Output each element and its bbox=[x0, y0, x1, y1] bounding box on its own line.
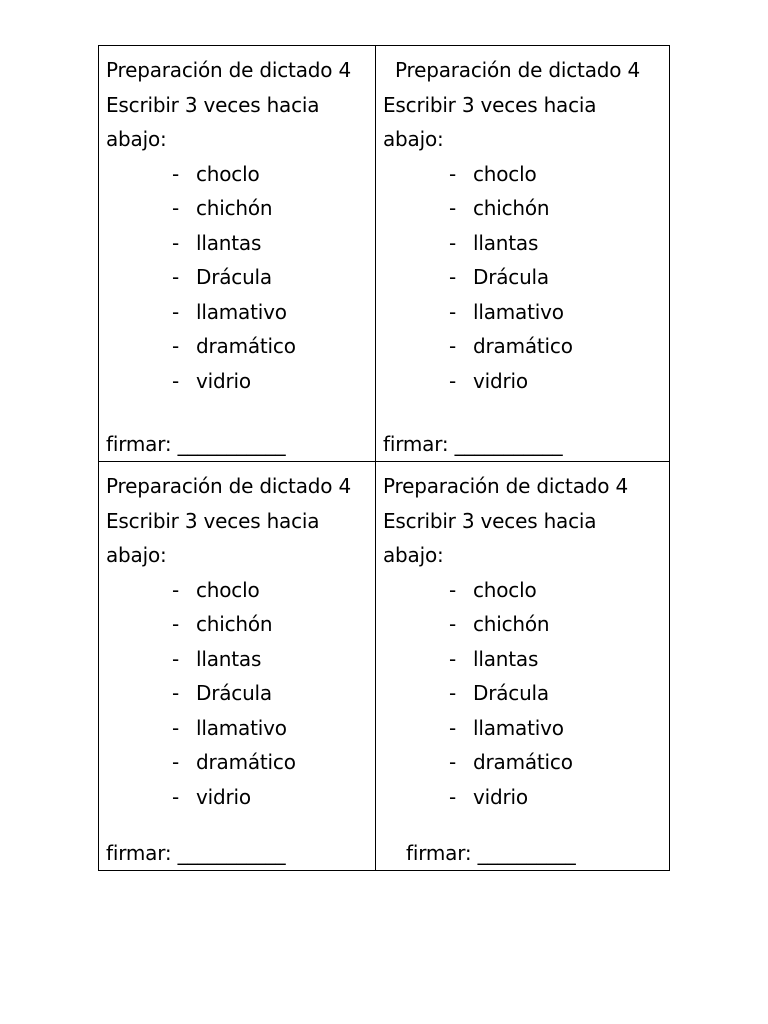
signature-line: firmar: ___________ bbox=[383, 432, 563, 456]
word: llantas bbox=[196, 230, 262, 255]
word-list-item bbox=[106, 226, 375, 261]
word-list-item bbox=[383, 295, 670, 330]
word: vidrio bbox=[473, 368, 528, 393]
word-list bbox=[106, 157, 375, 399]
bullet-dash: - bbox=[449, 577, 457, 602]
bullet-dash: - bbox=[449, 646, 457, 671]
word-list bbox=[106, 573, 375, 815]
word-list bbox=[383, 573, 670, 815]
word: llamativo bbox=[473, 715, 564, 740]
word-list-item bbox=[383, 745, 670, 780]
word: dramático bbox=[473, 334, 573, 358]
card-instruction-continued: abajo: bbox=[106, 543, 167, 567]
bullet-dash: - bbox=[172, 334, 180, 358]
bullet-dash: - bbox=[172, 681, 180, 705]
signature-line: firmar: __________ bbox=[406, 841, 576, 865]
word-list bbox=[383, 157, 670, 399]
word: Drácula bbox=[473, 681, 549, 705]
word-list-item bbox=[106, 573, 375, 608]
word: vidrio bbox=[196, 368, 251, 393]
card-instruction-continued: abajo: bbox=[106, 127, 167, 151]
word: choclo bbox=[473, 577, 537, 602]
word: Drácula bbox=[473, 265, 549, 289]
bullet-dash: - bbox=[172, 784, 180, 809]
bullet-dash: - bbox=[172, 161, 180, 186]
word: llantas bbox=[196, 646, 262, 671]
bullet-dash: - bbox=[449, 784, 457, 809]
bullet-dash: - bbox=[172, 196, 180, 220]
word-list-item bbox=[383, 607, 670, 642]
dictation-card bbox=[376, 462, 670, 870]
bullet-dash: - bbox=[449, 715, 457, 740]
word: chichón bbox=[196, 196, 273, 220]
word-list-item bbox=[106, 260, 375, 295]
bullet-dash: - bbox=[449, 161, 457, 186]
word: chichón bbox=[473, 612, 550, 636]
word-list-item bbox=[106, 364, 375, 399]
card-title: Preparación de dictado 4 bbox=[395, 58, 640, 82]
bullet-dash: - bbox=[449, 368, 457, 393]
card-title: Preparación de dictado 4 bbox=[106, 58, 351, 82]
word-list-item bbox=[106, 780, 375, 815]
word-list-item bbox=[106, 157, 375, 192]
word: choclo bbox=[196, 161, 260, 186]
bullet-dash: - bbox=[172, 230, 180, 255]
word: dramático bbox=[473, 750, 573, 774]
card-instruction: Escribir 3 veces hacia bbox=[106, 508, 320, 533]
bullet-dash: - bbox=[172, 750, 180, 774]
word: llamativo bbox=[196, 715, 287, 740]
word-list-item bbox=[106, 745, 375, 780]
card-instruction: Escribir 3 veces hacia bbox=[383, 508, 597, 533]
word: chichón bbox=[473, 196, 550, 220]
bullet-dash: - bbox=[449, 196, 457, 220]
word: llantas bbox=[473, 646, 539, 671]
word: dramático bbox=[196, 334, 296, 358]
word: llamativo bbox=[196, 299, 287, 324]
card-title: Preparación de dictado 4 bbox=[383, 474, 628, 498]
bullet-dash: - bbox=[449, 750, 457, 774]
word-list-item bbox=[106, 329, 375, 364]
bullet-dash: - bbox=[172, 646, 180, 671]
word-list-item bbox=[106, 607, 375, 642]
word-list-item bbox=[383, 260, 670, 295]
word-list-item bbox=[383, 573, 670, 608]
word-list-item bbox=[383, 364, 670, 399]
bullet-dash: - bbox=[172, 612, 180, 636]
word-list-item bbox=[106, 191, 375, 226]
word-list-item bbox=[383, 642, 670, 677]
word: llantas bbox=[473, 230, 539, 255]
bullet-dash: - bbox=[172, 715, 180, 740]
word: dramático bbox=[196, 750, 296, 774]
card-instruction: Escribir 3 veces hacia bbox=[106, 92, 320, 117]
word: vidrio bbox=[196, 784, 251, 809]
bullet-dash: - bbox=[449, 265, 457, 289]
word-list-item bbox=[383, 157, 670, 192]
word: Drácula bbox=[196, 265, 272, 289]
word-list-item bbox=[106, 295, 375, 330]
card-instruction-continued: abajo: bbox=[383, 127, 444, 151]
word-list-item bbox=[383, 329, 670, 364]
word-list-item bbox=[383, 780, 670, 815]
card-instruction-continued: abajo: bbox=[383, 543, 444, 567]
bullet-dash: - bbox=[449, 612, 457, 636]
bullet-dash: - bbox=[449, 681, 457, 705]
card-instruction: Escribir 3 veces hacia bbox=[383, 92, 597, 117]
word: llamativo bbox=[473, 299, 564, 324]
dictation-card bbox=[99, 462, 376, 870]
word: chichón bbox=[196, 612, 273, 636]
word-list-item bbox=[106, 642, 375, 677]
word: choclo bbox=[196, 577, 260, 602]
bullet-dash: - bbox=[172, 368, 180, 393]
word: Drácula bbox=[196, 681, 272, 705]
word-list-item bbox=[106, 711, 375, 746]
bullet-dash: - bbox=[449, 334, 457, 358]
word-list-item bbox=[383, 226, 670, 261]
bullet-dash: - bbox=[449, 299, 457, 324]
bullet-dash: - bbox=[449, 230, 457, 255]
signature-line: firmar: ___________ bbox=[106, 432, 286, 456]
signature-line: firmar: ___________ bbox=[106, 841, 286, 865]
dictation-sheet bbox=[98, 45, 670, 871]
dictation-card bbox=[376, 46, 670, 462]
word: choclo bbox=[473, 161, 537, 186]
card-title: Preparación de dictado 4 bbox=[106, 474, 351, 498]
word-list-item bbox=[383, 676, 670, 711]
bullet-dash: - bbox=[172, 577, 180, 602]
word: vidrio bbox=[473, 784, 528, 809]
bullet-dash: - bbox=[172, 265, 180, 289]
word-list-item bbox=[106, 676, 375, 711]
word-list-item bbox=[383, 191, 670, 226]
word-list-item bbox=[383, 711, 670, 746]
bullet-dash: - bbox=[172, 299, 180, 324]
dictation-card bbox=[99, 46, 376, 462]
